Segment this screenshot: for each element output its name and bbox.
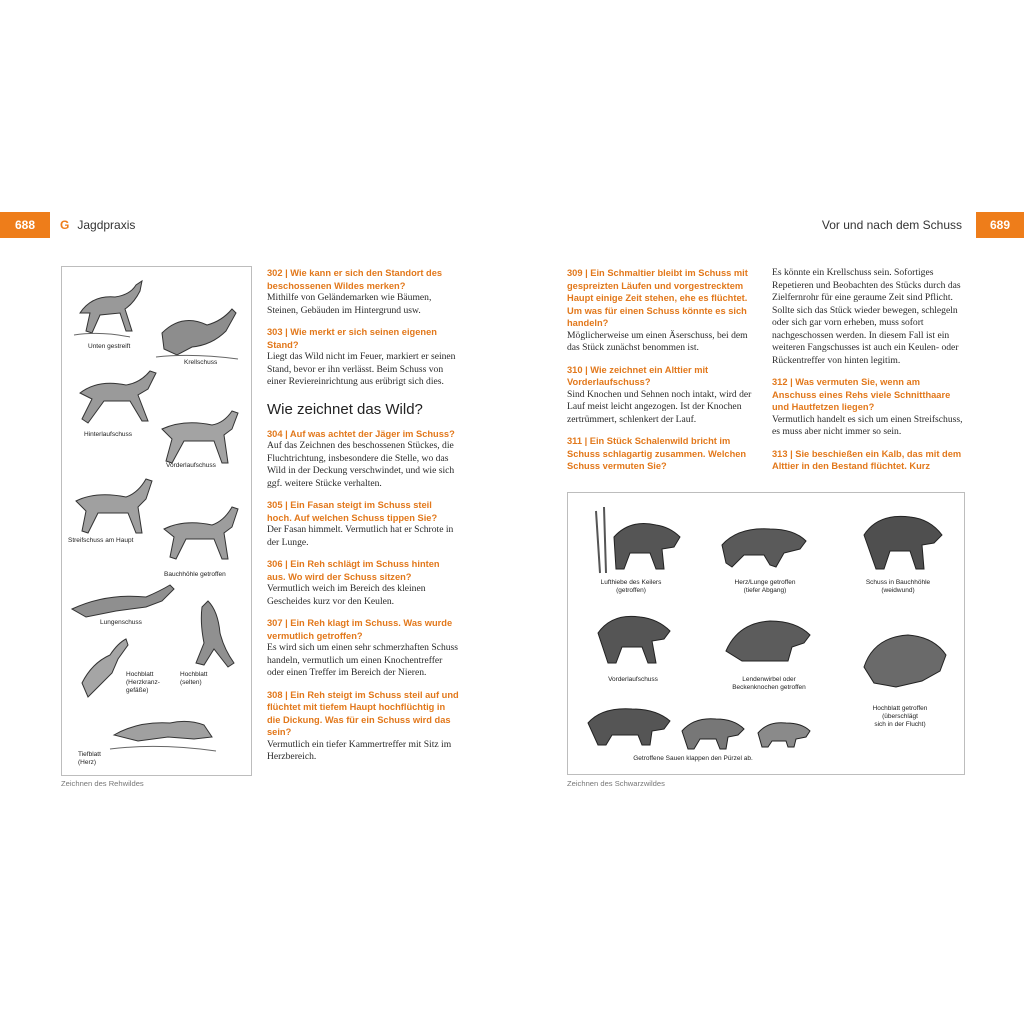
- deer-illustration-2: [152, 303, 242, 363]
- question-304: 304 | Auf was achtet der Jäger im Schuss?: [267, 428, 455, 439]
- question-303: 303 | Wie merkt er sich seinen eigenen Stand?: [267, 327, 437, 350]
- deer-illustration-5: [66, 471, 166, 541]
- deer-illustration-10: [108, 707, 218, 757]
- question-309: 309 | Ein Schmaltier bleibt im Schuss mit gespreizten Läufen und vorgestrecktem Haupt einige Zeit stehen, ehe es flüchtet. Um was für einen Schuss könnte es sich handeln?: [567, 268, 748, 328]
- deer-illustration-8: [178, 593, 244, 677]
- label-bauchhoehle-getroffen: Bauchhöhle getroffen: [164, 571, 226, 578]
- label-lungenschuss: Lungenschuss: [100, 619, 142, 626]
- question-312: 312 | Was vermuten Sie, wenn am Anschuss eines Rehs viele Schnitthaare und Hautfetzen liegen?: [772, 377, 951, 412]
- label-hochblatt-selten: Hochblatt (selten): [180, 671, 208, 686]
- answer-302: Mithilfe von Geländemarken wie Bäumen, Steinen, Gebäuden im Hintergrund usw.: [267, 292, 432, 316]
- label-hochblatt-boar: Hochblatt getroffen (überschlägt sich in der Flucht): [872, 705, 928, 728]
- label-hochblatt-herzkranz: Hochblatt (Herzkranz- gefäße): [126, 671, 160, 694]
- answer-306: Vermutlich weich im Bereich des kleinen Gescheides kurz vor den Keulen.: [267, 583, 426, 607]
- boar-illustration-7: [582, 701, 676, 751]
- chapter-letter: G: [60, 218, 70, 232]
- answer-312: Vermutlich handelt es sich um einen Streifschuss, es muss aber nicht immer so sein.: [772, 413, 963, 437]
- page-number-left: 688: [0, 212, 50, 238]
- answer-303: Liegt das Wild nicht im Feuer, markiert er seinen Stand, bevor er ihn verlässt. Beim Schuss von einer Reviereinrichtung aus erübrigt sich dies.: [267, 351, 456, 387]
- page-number-right: 689: [976, 212, 1024, 238]
- chapter-title: Jagdpraxis: [77, 218, 136, 232]
- question-302: 302 | Wie kann er sich den Standort des beschossenen Wildes merken?: [267, 268, 443, 291]
- boar-illustration-4: [590, 605, 676, 669]
- right-text-column-1: [567, 267, 759, 473]
- deer-illustration-4: [154, 401, 246, 471]
- deer-illustration-3: [68, 359, 168, 429]
- running-head-left: [60, 218, 135, 232]
- boar-illustration-2: [714, 515, 814, 573]
- wild-boar-figure: [567, 492, 965, 775]
- roe-deer-figure: [61, 266, 252, 776]
- question-311: 311 | Ein Stück Schalenwild bricht im Schuss schlagartig zusammen. Welchen Schuss vermuten Sie?: [567, 436, 747, 471]
- boar-illustration-6: [852, 627, 952, 703]
- label-unten-gestreift: Unten gestreift: [88, 343, 131, 350]
- answer-309: Möglicherweise um einen Äserschuss, bei dem das Stück zunächst benommen ist.: [567, 329, 748, 353]
- question-313: 313 | Sie beschießen ein Kalb, das mit dem Alttier in den Bestand flüchtet. Kurz: [772, 448, 962, 471]
- deer-illustration-1: [70, 273, 152, 343]
- answer-310: Sind Knochen und Sehnen noch intakt, wird der Lauf meist leicht angezogen. Ist der Knochen zertrümmert, schlenkert der Lauf.: [567, 388, 752, 425]
- boar-illustration-3: [854, 505, 950, 575]
- label-streifschuss-am-haupt: Streifschuss am Haupt: [68, 537, 134, 544]
- boar-illustration-5: [718, 611, 818, 671]
- label-tiefblatt: Tiefblatt (Herz): [78, 751, 101, 766]
- label-lendenwirbel: Lendenwirbel oder Beckenknochen getroffen: [732, 676, 806, 691]
- right-text-column-2: [772, 267, 964, 473]
- answer-304: Auf das Zeichnen des beschossenen Stückes, die Fluchtrichtung, insbesondere die Stelle, wo das Wild in der Deckung verschwindet, und wie sich ggf. weitere Stücke verhalten.: [267, 440, 455, 489]
- answer-305: Der Fasan himmelt. Vermutlich hat er Schrote in der Lunge.: [267, 524, 454, 548]
- question-306: 306 | Ein Reh schlägt im Schuss hinten aus. Wo wird der Schuss sitzen?: [267, 559, 440, 582]
- question-308: 308 | Ein Reh steigt im Schuss steil auf und flüchtet mit tiefem Haupt hochflüchtig in die Dickung. Was für ein Schuss wird das sein?: [267, 689, 459, 737]
- label-vorderlaufschuss-boar: Vorderlaufschuss: [608, 676, 658, 683]
- boar-illustration-8: [676, 711, 750, 753]
- caption-wild-boar: Zeichnen des Schwarzwildes: [567, 779, 665, 788]
- answer-311: Es könnte ein Krellschuss sein. Sofortiges Repetieren und Beobachten des Stücks durch das Zielfernrohr für eine geraume Zeit sind Pflicht. Sollte sich das Stück wieder bewegen, schlegeln oder sich gar vorn erheben, muss sofort nachgeschossen werden. In diesem Fall ist ein weiteren Fangschusses ist auch ein Keulen- oder Rückentreffer von hinten legitim.: [772, 267, 961, 366]
- label-hinterlaufschuss: Hinterlaufschuss: [84, 431, 133, 438]
- label-bauchhoehle: Schuss in Bauchhöhle (weidwund): [865, 579, 931, 594]
- section-heading: Wie zeichnet das Wild?: [267, 400, 423, 418]
- question-310: 310 | Wie zeichnet ein Alttier mit Vorderlaufschuss?: [567, 364, 709, 387]
- answer-308: Vermutlich ein tiefer Kammertreffer mit Sitz im Herzbereich.: [267, 738, 452, 762]
- question-305: 305 | Ein Fasan steigt im Schuss steil hoch. Auf welchen Schuss tippen Sie?: [267, 500, 438, 523]
- left-text-column: [267, 267, 459, 773]
- boar-illustration-9: [752, 715, 816, 751]
- label-lufthiebe: Lufthiebe des Keilers (getroffen): [600, 579, 662, 594]
- answer-307: Es wird sich um einen sehr schmerzhaften Schuss handeln, vermutlich um einen Knochentreffer oder einen Treffer im Bereich der Nieren.: [267, 642, 459, 678]
- question-307: 307 | Ein Reh klagt im Schuss. Was wurde vermutlich getroffen?: [267, 618, 453, 641]
- running-head-right: Vor und nach dem Schuss: [821, 218, 962, 232]
- label-herz-lunge: Herz/Lunge getroffen (tiefer Abgang): [734, 579, 796, 594]
- label-puerzel: Getroffene Sauen klappen den Pürzel ab.: [633, 755, 753, 762]
- boar-illustration-1: [590, 503, 686, 577]
- label-vorderlaufschuss: Vorderlaufschuss: [166, 462, 216, 469]
- deer-illustration-9: [72, 633, 134, 703]
- deer-illustration-6: [156, 499, 246, 567]
- caption-roe-deer: Zeichnen des Rehwildes: [61, 779, 144, 788]
- label-krellschuss: Krellschuss: [184, 359, 218, 366]
